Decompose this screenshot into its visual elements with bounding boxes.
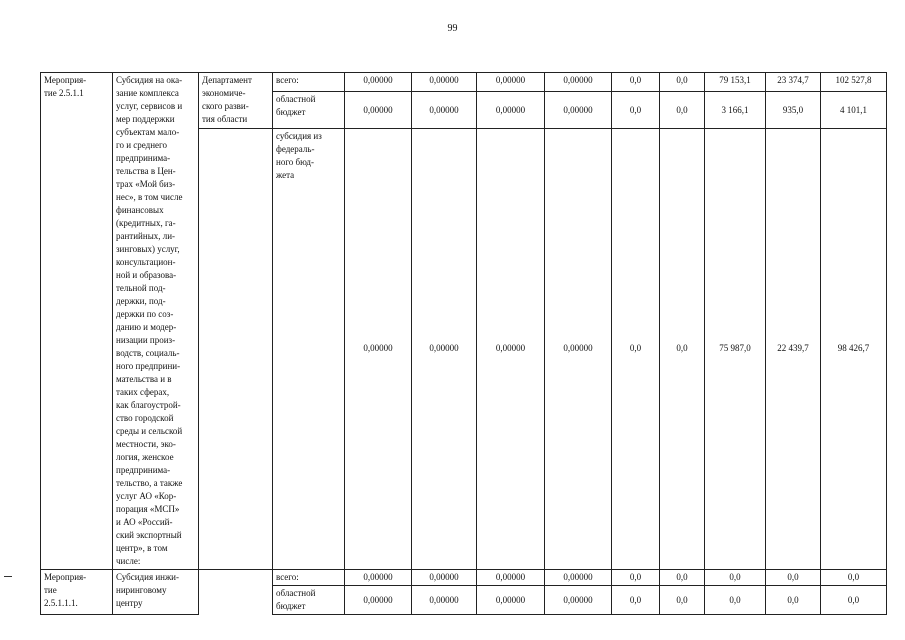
event-code: Мероприя- тие 2.5.1.1 <box>41 73 113 570</box>
event-code: Мероприя- тие 2.5.1.1.1. <box>41 570 113 615</box>
value-cell: 98 426,7 <box>821 128 887 569</box>
budget-table <box>40 72 887 615</box>
value-cell: 0,0 <box>660 92 705 128</box>
event-description: Субсидия инжи- ниринговому центру <box>113 570 199 615</box>
value-cell: 0,0 <box>660 586 705 615</box>
value-cell: 22 439,7 <box>766 128 821 569</box>
value-cell: 0,00000 <box>545 92 612 128</box>
value-cell: 0,00000 <box>477 73 545 92</box>
table-row <box>41 570 887 586</box>
executor-empty-cell <box>199 128 273 569</box>
value-cell: 0,0 <box>821 586 887 615</box>
value-cell: 0,00000 <box>345 92 412 128</box>
value-cell: 0,0 <box>660 128 705 569</box>
value-cell: 0,00000 <box>477 586 545 615</box>
value-cell: 0,00000 <box>412 73 477 92</box>
page-number: 99 <box>447 23 458 34</box>
value-cell: 0,0 <box>705 570 766 586</box>
value-cell: 0,0 <box>612 128 660 569</box>
value-cell: 75 987,0 <box>705 128 766 569</box>
value-cell: 4 101,1 <box>821 92 887 128</box>
value-cell: 0,0 <box>766 586 821 615</box>
value-cell: 0,00000 <box>545 128 612 569</box>
value-cell: 0,00000 <box>545 570 612 586</box>
value-cell: 0,00000 <box>477 128 545 569</box>
value-cell: 3 166,1 <box>705 92 766 128</box>
executor-empty-cell <box>199 570 273 615</box>
value-cell: 0,00000 <box>412 570 477 586</box>
value-cell: 0,0 <box>612 570 660 586</box>
event-description: Субсидия на ока- зание комплекса услуг, сервисов и мер поддержки субъектам мало- го и среднего предпринима- тельства в Цен- трах «Мой биз- нес», в том числе финансовых (кредитных, га- рантийных, ли- зинговых) услуг, консультацион- ной и образова- тельной под- держки, под- держки по соз- данию и модер- низации произ- водств, социаль- ного предприни- мательства и в таких сферах, как благоустрой- ство городской среды и сельской местности, эко- логия, женское предпринима- тельство, а также услуг АО «Кор- порация «МСП» и АО «Россий- ский экспортный центр», в том числе: <box>113 73 199 570</box>
value-cell: 0,0 <box>660 570 705 586</box>
funding-source: областной бюджет <box>273 92 345 128</box>
funding-source: всего: <box>273 570 345 586</box>
value-cell: 0,0 <box>660 73 705 92</box>
value-cell: 0,00000 <box>412 128 477 569</box>
value-cell: 0,00000 <box>477 570 545 586</box>
margin-mark <box>4 576 12 577</box>
value-cell: 23 374,7 <box>766 73 821 92</box>
value-cell: 0,0 <box>612 73 660 92</box>
value-cell: 0,0 <box>705 586 766 615</box>
funding-source: областной бюджет <box>273 586 345 615</box>
funding-source: всего: <box>273 73 345 92</box>
value-cell: 0,00000 <box>412 586 477 615</box>
value-cell: 0,00000 <box>412 92 477 128</box>
funding-source: субсидия из федераль- ного бюд- жета <box>273 128 345 569</box>
value-cell: 0,00000 <box>545 586 612 615</box>
value-cell: 0,0 <box>612 586 660 615</box>
value-cell: 102 527,8 <box>821 73 887 92</box>
table-row <box>41 73 887 92</box>
executor: Департамент экономиче- ского разви- тия области <box>199 73 273 129</box>
value-cell: 0,00000 <box>345 570 412 586</box>
value-cell: 0,0 <box>612 92 660 128</box>
value-cell: 0,00000 <box>345 73 412 92</box>
value-cell: 935,0 <box>766 92 821 128</box>
value-cell: 79 153,1 <box>705 73 766 92</box>
value-cell: 0,00000 <box>545 73 612 92</box>
value-cell: 0,00000 <box>345 128 412 569</box>
value-cell: 0,00000 <box>477 92 545 128</box>
value-cell: 0,00000 <box>345 586 412 615</box>
value-cell: 0,0 <box>766 570 821 586</box>
value-cell: 0,0 <box>821 570 887 586</box>
